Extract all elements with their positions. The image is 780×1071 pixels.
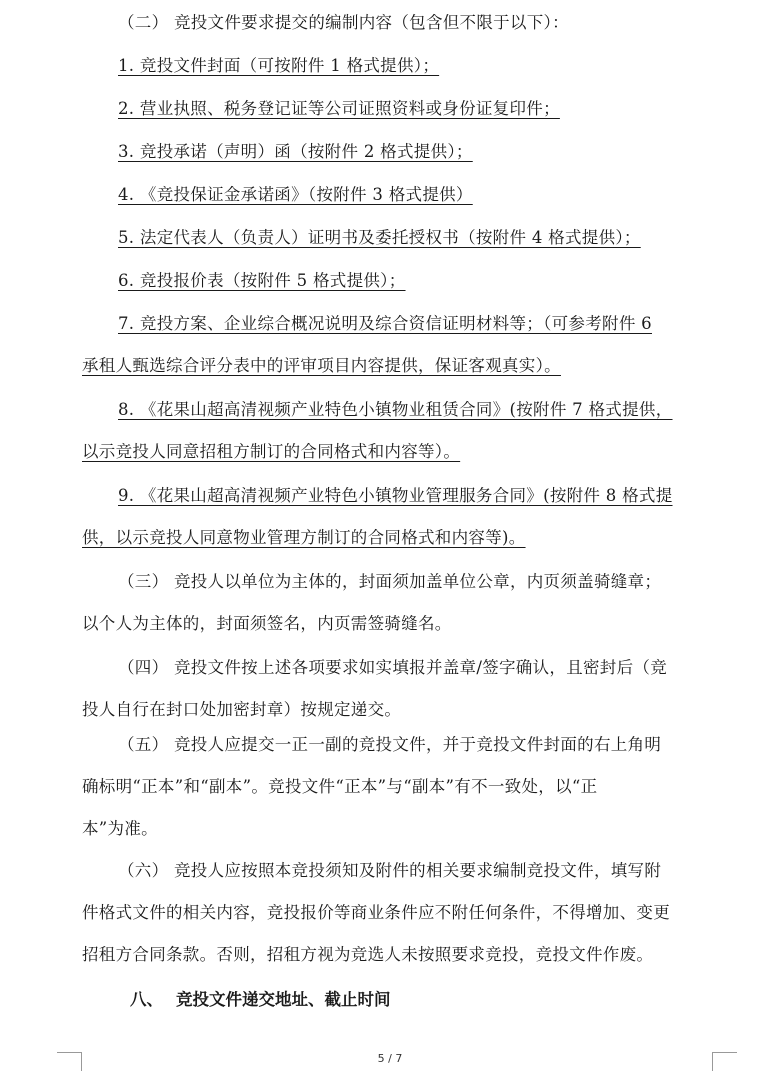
item-9: 9. 《花果山超高清视频产业特色小镇物业管理服务合同》(按附件 8 格式提 供，以示竞投人同意物业管理方制订的合同格式和内容等)。 [82, 486, 673, 547]
section-8-heading: 八、 竞投文件递交地址、截止时间 [130, 990, 391, 1009]
item-4: 4. 《竞投保证金承诺函》（按附件 3 格式提供） [118, 185, 473, 204]
item-6: 6. 竞投报价表（按附件 5 格式提供）； [118, 271, 406, 290]
item-3: 3. 竞投承诺（声明）函（按附件 2 格式提供）； [118, 142, 473, 161]
section-6: （六） 竞投人应按照本竞投须知及附件的相关要求编制竞投文件，填写附 件格式文件的相关内容，竞投报价等商业条件应不附任何条件，不得增加、变更 招租方合同条款。否则，招租方视为竞选人未按照要求竞投，竞投文件作废。 [82, 861, 670, 964]
item-2: 2. 营业执照、税务登记证等公司证照资料或身份证复印件； [118, 99, 560, 118]
item-7: 7. 竞投方案、企业综合概况说明及综合资信证明材料等；（可参考附件 6 承租人甄选综合评分表中的评审项目内容提供，保证客观真实）。 [82, 314, 652, 375]
section-5: （五） 竞投人应提交一正一副的竞投文件，并于竞投文件封面的右上角明 确标明“正本”和“副本”。竞投文件“正本”与“副本”有不一致处，以“正 本”为准。 [82, 735, 662, 838]
section-2-heading: （二） 竞投文件要求提交的编制内容（包含但不限于以下）： [118, 13, 569, 32]
item-1: 1. 竞投文件封面（可按附件 1 格式提供）； [118, 56, 440, 75]
page-number: 5 / 7 [377, 1052, 403, 1065]
item-5: 5. 法定代表人（负责人）证明书及委托授权书（按附件 4 格式提供）； [118, 228, 641, 247]
section-4: （四） 竞投文件按上述各项要求如实填报并盖章/签字确认，且密封后（竞 投人自行在封口处加密封章）按规定递交。 [82, 658, 668, 719]
item-8: 8. 《花果山超高清视频产业特色小镇物业租赁合同》(按附件 7 格式提供， 以示竞投人同意招租方制订的合同格式和内容等）。 [82, 400, 673, 461]
section-3: （三） 竞投人以单位为主体的，封面须加盖单位公章，内页须盖骑缝章； 以个人为主体的，封面须签名，内页需签骑缝名。 [82, 572, 662, 633]
